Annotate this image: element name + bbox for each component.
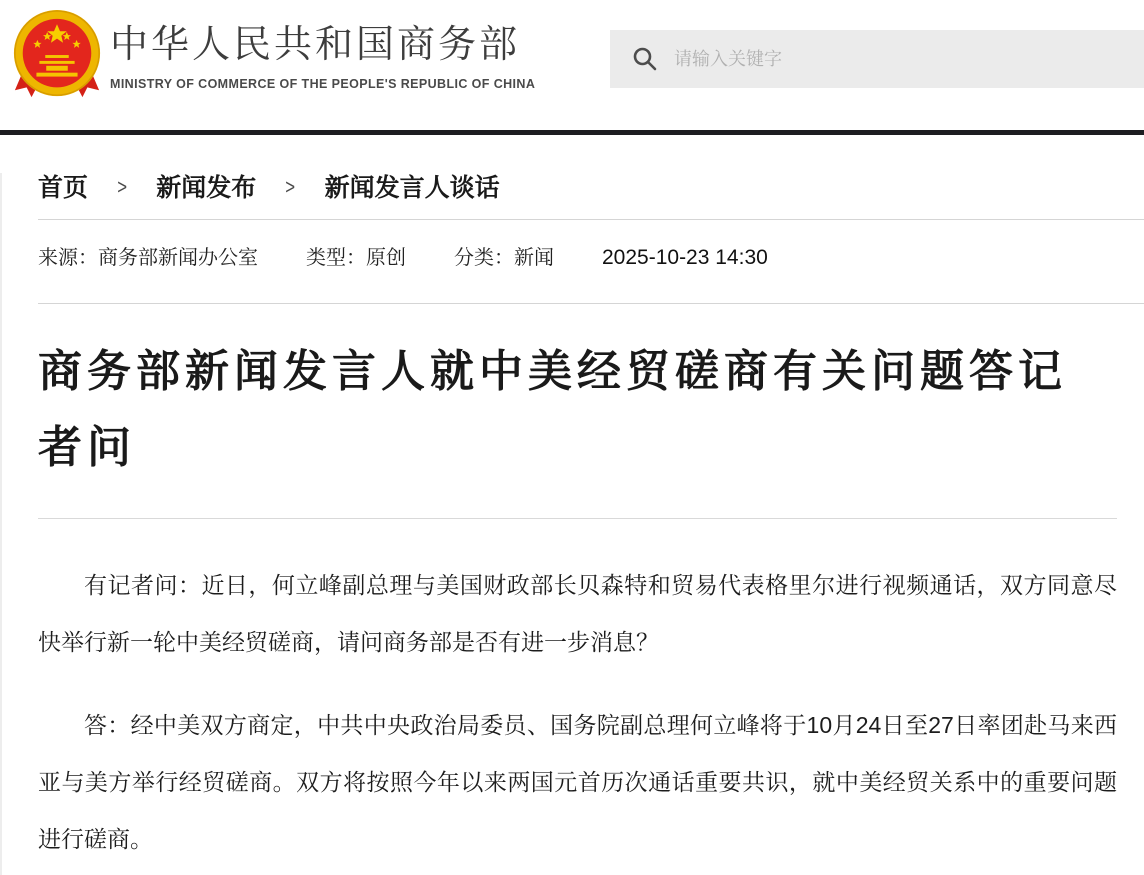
breadcrumb-separator-icon: > (285, 176, 296, 199)
search-icon[interactable] (632, 46, 658, 72)
meta-divider (38, 303, 1144, 304)
site-subtitle: MINISTRY OF COMMERCE OF THE PEOPLE'S REPUBLIC OF CHINA (110, 77, 536, 91)
breadcrumb (38, 173, 1117, 203)
breadcrumb-item-news-release[interactable]: 新闻发布 (156, 174, 257, 202)
page-body (0, 173, 1144, 875)
article-paragraph: 有记者问：近日，何立峰副总理与美国财政部长贝森特和贸易代表格里尔进行视频通话，双方同意尽快举行新一轮中美经贸磋商，请问商务部是否有进一步消息？ (38, 572, 1117, 655)
site-title: 中华人民共和国商务部 (110, 24, 521, 66)
national-emblem-icon (10, 6, 104, 108)
article-body (38, 557, 1117, 868)
article-meta-row (38, 246, 1117, 270)
search-box[interactable] (610, 30, 1144, 88)
breadcrumb-item-home[interactable]: 首页 (38, 174, 89, 202)
search-input[interactable] (672, 48, 1112, 71)
title-divider (38, 518, 1117, 519)
meta-type: 类型：原创 (306, 247, 406, 269)
breadcrumb-separator-icon: > (117, 176, 128, 199)
meta-source: 来源：商务部新闻办公室 (38, 247, 258, 269)
site-title-block (110, 22, 535, 91)
site-header (0, 0, 1144, 130)
breadcrumb-divider (38, 219, 1144, 220)
home-logo-link[interactable] (10, 6, 104, 108)
article-title: 商务部新闻发言人就中美经贸磋商有关问题答记者问 (38, 347, 1067, 472)
breadcrumb-item-spokesperson-remarks[interactable]: 新闻发言人谈话 (324, 174, 500, 202)
header-divider-bar (0, 130, 1144, 135)
article-paragraph: 答：经中美双方商定，中共中央政治局委员、国务院副总理何立峰将于10月24日至27日率团赴马来西亚与美方举行经贸磋商。双方将按照今年以来两国元首历次通话重要共识，就中美经贸关系中的重要问题进行磋商。 (38, 712, 1117, 852)
meta-category: 分类：新闻 (454, 247, 554, 269)
meta-datetime: 2025-10-23 14:30 (602, 246, 768, 269)
